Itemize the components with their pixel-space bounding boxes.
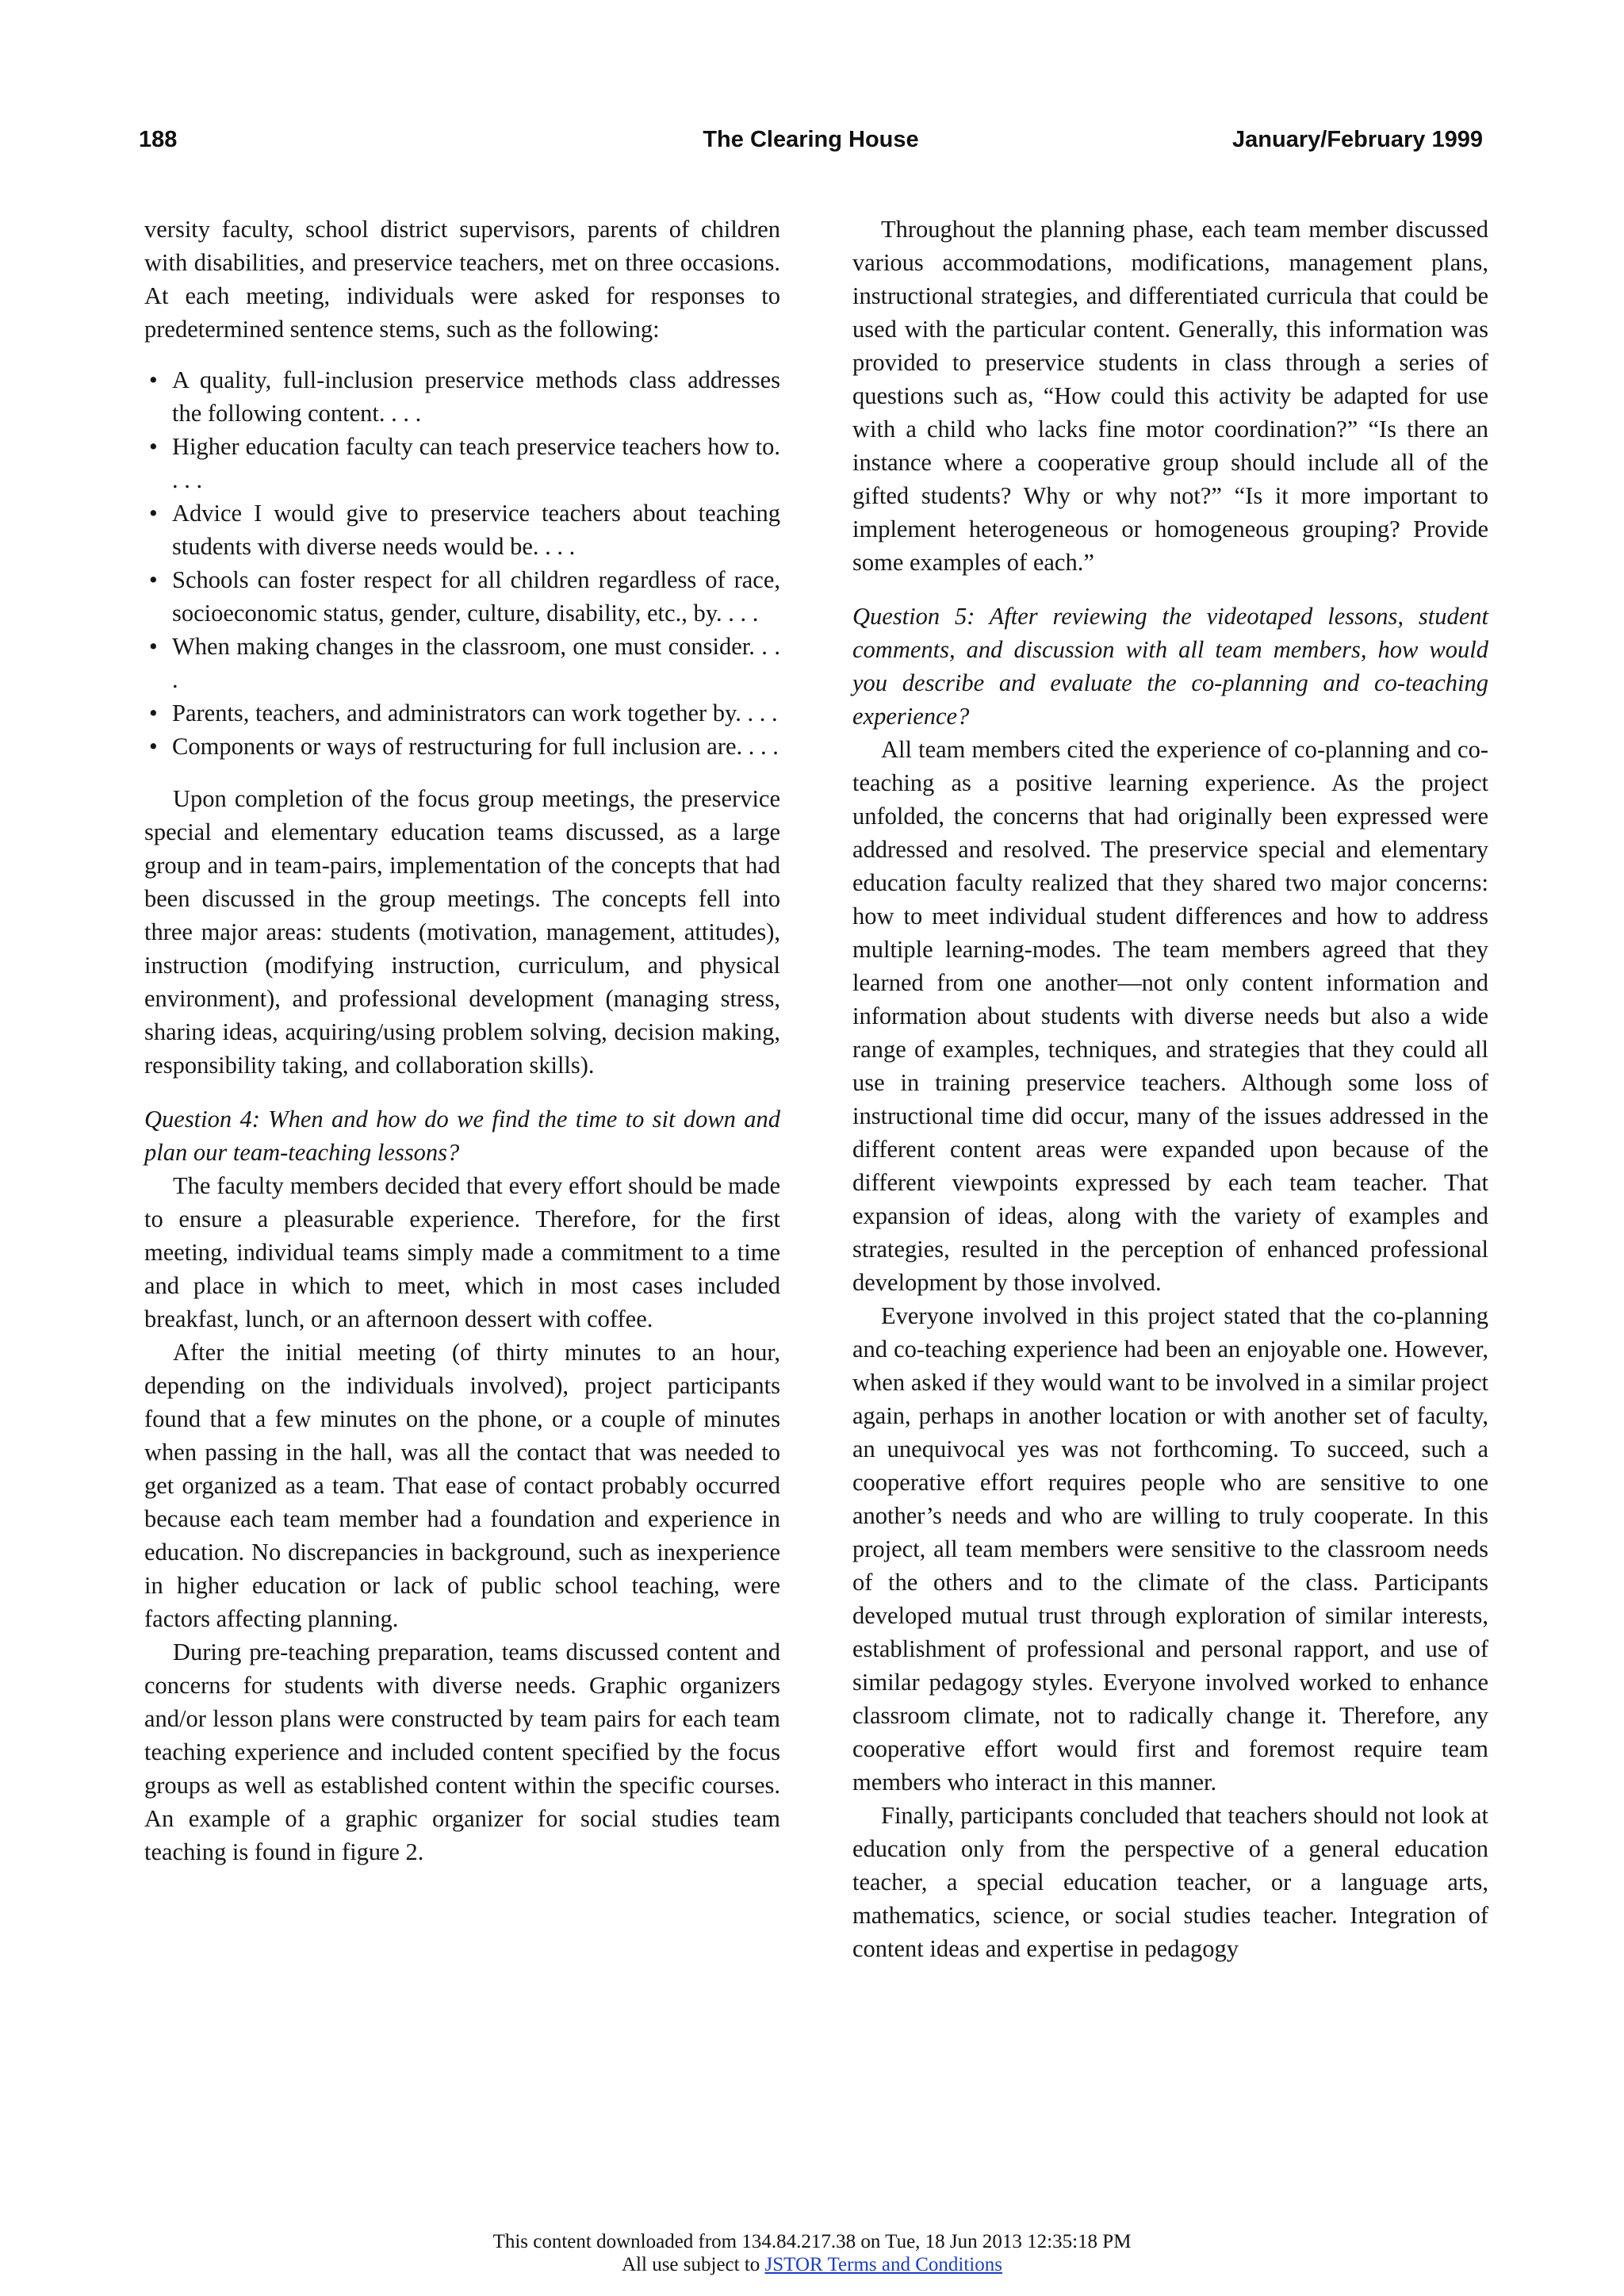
bullet-icon: • (149, 566, 158, 593)
page-number: 188 (139, 127, 178, 152)
bullet-icon: • (149, 733, 158, 760)
paragraph: versity faculty, school district supervisors, parents of children with disabilities, and preservice teachers, met on three occasions. At each meeting, individuals were asked for responses to predetermined sentence stems, such as the following: (144, 216, 780, 343)
paragraph: Finally, participants concluded that teachers should not look at education only from the perspective of a general education teacher, a special education teacher, or a language arts, mathematics, science, or social studies teacher. Integration of content ideas and expertise in pedagogy (852, 1802, 1488, 1962)
paragraph: During pre-teaching preparation, teams discussed content and concerns for students with diverse needs. Graphic organizers and/or lesson plans were constructed by team pairs for each team teaching experience and included content specified by the focus groups as well as established content within the specific courses. An example of a graphic organizer for social studies team teaching is found in figure 2. (144, 1639, 780, 1865)
paragraph: Everyone involved in this project stated that the co-planning and co-teaching experience had been an enjoyable one. However, when asked if they would want to be involved in a similar project again, perhaps in another location or with another set of faculty, an unequivocal yes was not forthcoming. To succeed, such a cooperative effort requires people who are sensitive to one another’s needs and who are willing to truly cooperate. In this project, all team members were sensitive to the classroom needs of the others and to the climate of the class. Participants developed mutual trust through exploration of similar interests, establishment of professional and personal rapport, and use of similar pedagogy styles. Everyone involved worked to enhance classroom climate, not to radically change it. Therefore, any cooperative effort would first and foremost require team members who interact in this manner. (852, 1302, 1488, 1796)
paragraph: All team members cited the experience of co-planning and co-teaching as a positive learning experience. As the project unfolded, the concerns that had originally been expressed were addressed and resolved. The preservice special and elementary education faculty realized that they shared two major concerns: how to meet individual student differences and how to address multiple learning-modes. The team members agreed that they learned from one another—not only content information and information about students with diverse needs but also a wide range of examples, techniques, and strategies that they could all use in training preservice teachers. Although some loss of instructional time did occur, many of the issues addressed in the different content areas were expanded upon because of the different viewpoints expressed by each team teacher. That expansion of ideas, along with the variety of examples and strategies, resulted in the perception of enhanced professional development by those involved. (852, 736, 1488, 1296)
list-item: • When making changes in the classroom, one must consider. . . . (144, 630, 780, 696)
list-item: • Advice I would give to preservice teachers about teaching students with diverse needs would be. . . . (144, 496, 780, 563)
terms-line: All use subject to JSTOR Terms and Conditions (622, 2254, 1002, 2275)
download-line: This content downloaded from 134.84.217.38 on Tue, 18 Jun 2013 12:35:18 PM (492, 2231, 1132, 2252)
bullet-icon: • (149, 433, 158, 460)
bullet-icon: • (149, 366, 158, 393)
right-column (852, 213, 1488, 1965)
paragraph: Throughout the planning phase, each team member discussed various accommodations, modifications, management plans, instructional strategies, and differentiated curricula that could be used with the particular content. Generally, this information was provided to preservice students in class through a series of questions such as, “How could this activity be adapted for use with a child who lacks fine motor coordination?” “Is there an instance where a cooperative group should include all of the gifted students? Why or why not?” “Is it more important to implement heterogeneous or homogeneous grouping? Provide some examples of each.” (852, 216, 1488, 576)
left-column (144, 213, 780, 1869)
list-item: • A quality, full-inclusion preservice methods class addresses the following content. . . . (144, 363, 780, 430)
paragraph: The faculty members decided that every effort should be made to ensure a pleasurable experience. Therefore, for the first meeting, individual teams simply made a commitment to a time and place in which to meet, which in most cases included breakfast, lunch, or an afternoon dessert with coffee. (144, 1172, 780, 1332)
list-item: • Schools can foster respect for all children regardless of race, socioeconomic status, gender, culture, disability, etc., by. . . . (144, 563, 780, 630)
bullet-icon: • (149, 633, 158, 660)
bullet-icon: • (149, 500, 158, 527)
question-heading: Question 4: When and how do we find the time to sit down and plan our team-teaching lessons? (144, 1106, 780, 1166)
bullet-icon: • (149, 700, 158, 726)
download-notice (0, 2230, 1624, 2276)
journal-title: The Clearing House (703, 127, 919, 152)
question-heading: Question 5: After reviewing the videotaped lessons, student comments, and discussion with all team members, how would you describe and evaluate the co-planning and co-teaching experience? (852, 603, 1488, 730)
running-header (139, 127, 1483, 163)
terms-link[interactable]: JSTOR Terms and Conditions (764, 2254, 1002, 2275)
list-item: • Higher education faculty can teach preservice teachers how to. . . . (144, 430, 780, 496)
paragraph: Upon completion of the focus group meetings, the preservice special and elementary education teams discussed, as a large group and in team-pairs, implementation of the concepts that had been discussed in the group meetings. The concepts fell into three major areas: students (motivation, management, attitudes), instruction (modifying instruction, curriculum, and physical environment), and professional development (managing stress, sharing ideas, acquiring/using problem solving, decision making, responsibility taking, and collaboration skills). (144, 785, 780, 1079)
paragraph: After the initial meeting (of thirty minutes to an hour, depending on the individuals involved), project participants found that a few minutes on the phone, or a couple of minutes when passing in the hall, was all the contact that was needed to get organized as a team. That ease of contact probably occurred because each team member had a foundation and experience in education. No discrepancies in background, such as inexperience in higher education or lack of public school teaching, were factors affecting planning. (144, 1339, 780, 1632)
list-item: • Parents, teachers, and administrators can work together by. . . . (144, 696, 780, 730)
list-item: • Components or ways of restructuring for full inclusion are. . . . (144, 730, 780, 763)
sentence-stem-list (144, 363, 780, 763)
issue-date: January/February 1999 (1232, 127, 1483, 152)
